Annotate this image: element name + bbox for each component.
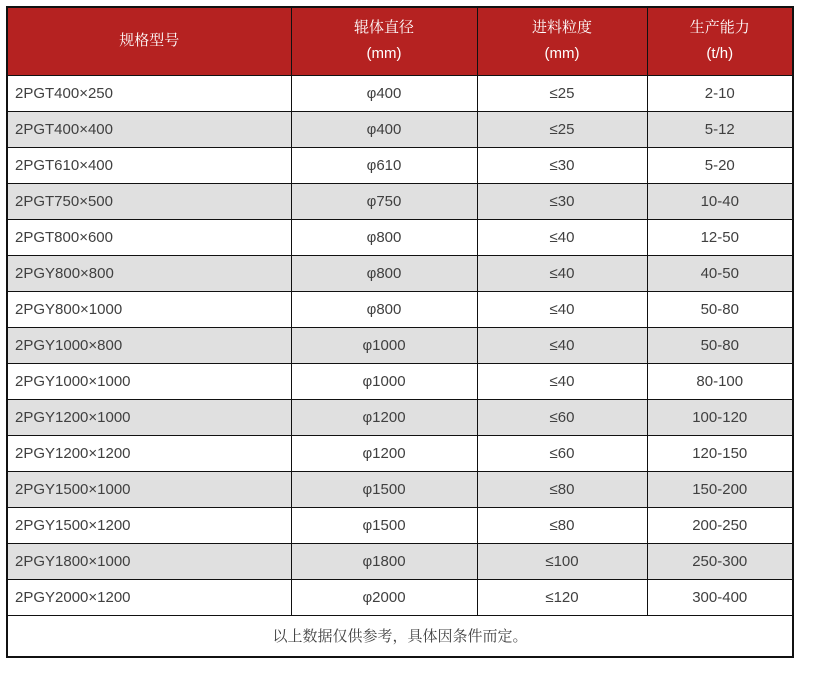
table-row	[7, 471, 793, 507]
table-row	[7, 543, 793, 579]
cell-capacity: 50-80	[647, 291, 793, 327]
cell-roller-diameter: φ1000	[291, 327, 477, 363]
cell-feed-size: ≤40	[477, 327, 647, 363]
cell-model: 2PGT400×400	[7, 111, 291, 147]
cell-roller-diameter: φ1500	[291, 507, 477, 543]
cell-model: 2PGY1800×1000	[7, 543, 291, 579]
cell-model: 2PGY1500×1000	[7, 471, 291, 507]
cell-capacity: 40-50	[647, 255, 793, 291]
cell-model: 2PGY2000×1200	[7, 579, 291, 615]
spec-table	[6, 6, 794, 658]
cell-feed-size: ≤40	[477, 291, 647, 327]
cell-capacity: 200-250	[647, 507, 793, 543]
table-row	[7, 291, 793, 327]
table-row	[7, 183, 793, 219]
cell-roller-diameter: φ1800	[291, 543, 477, 579]
cell-roller-diameter: φ1200	[291, 399, 477, 435]
cell-roller-diameter: φ800	[291, 291, 477, 327]
cell-model: 2PGT400×250	[7, 75, 291, 111]
table-row	[7, 255, 793, 291]
cell-model: 2PGT610×400	[7, 147, 291, 183]
table-row	[7, 219, 793, 255]
cell-model: 2PGY1000×800	[7, 327, 291, 363]
cell-capacity: 2-10	[647, 75, 793, 111]
cell-capacity: 120-150	[647, 435, 793, 471]
cell-capacity: 50-80	[647, 327, 793, 363]
cell-feed-size: ≤25	[477, 75, 647, 111]
cell-roller-diameter: φ400	[291, 75, 477, 111]
cell-feed-size: ≤40	[477, 255, 647, 291]
cell-model: 2PGY1200×1200	[7, 435, 291, 471]
column-header-unit: (mm)	[544, 45, 580, 63]
cell-roller-diameter: φ400	[291, 111, 477, 147]
column-header-label: 生产能力	[689, 19, 750, 37]
column-header-feed-size	[477, 7, 647, 75]
cell-feed-size: ≤30	[477, 183, 647, 219]
cell-capacity: 12-50	[647, 219, 793, 255]
table-row	[7, 579, 793, 615]
table-header	[7, 7, 793, 75]
cell-feed-size: ≤60	[477, 399, 647, 435]
table-body	[7, 75, 793, 615]
column-header-model	[7, 7, 291, 75]
table-row	[7, 363, 793, 399]
cell-capacity: 300-400	[647, 579, 793, 615]
cell-model: 2PGT750×500	[7, 183, 291, 219]
cell-capacity: 10-40	[647, 183, 793, 219]
cell-roller-diameter: φ1000	[291, 363, 477, 399]
cell-roller-diameter: φ610	[291, 147, 477, 183]
cell-roller-diameter: φ2000	[291, 579, 477, 615]
cell-feed-size: ≤80	[477, 471, 647, 507]
cell-roller-diameter: φ800	[291, 255, 477, 291]
cell-model: 2PGY1500×1200	[7, 507, 291, 543]
header-row	[7, 7, 793, 75]
cell-feed-size: ≤100	[477, 543, 647, 579]
column-header-unit: (mm)	[366, 45, 402, 63]
cell-model: 2PGY800×800	[7, 255, 291, 291]
cell-model: 2PGT800×600	[7, 219, 291, 255]
table-row	[7, 111, 793, 147]
cell-feed-size: ≤40	[477, 363, 647, 399]
cell-roller-diameter: φ1200	[291, 435, 477, 471]
cell-capacity: 5-20	[647, 147, 793, 183]
cell-capacity: 250-300	[647, 543, 793, 579]
column-header-capacity	[647, 7, 793, 75]
table-row	[7, 327, 793, 363]
cell-capacity: 80-100	[647, 363, 793, 399]
table-footer	[7, 615, 793, 657]
cell-feed-size: ≤60	[477, 435, 647, 471]
table-row	[7, 435, 793, 471]
table-row	[7, 399, 793, 435]
cell-model: 2PGY800×1000	[7, 291, 291, 327]
footer-note: 以上数据仅供参考，具体因条件而定。	[7, 615, 793, 657]
cell-feed-size: ≤120	[477, 579, 647, 615]
column-header-unit: (t/h)	[706, 45, 734, 63]
column-header-label: 规格型号	[119, 32, 180, 50]
footer-row	[7, 615, 793, 657]
cell-feed-size: ≤80	[477, 507, 647, 543]
cell-feed-size: ≤30	[477, 147, 647, 183]
cell-capacity: 100-120	[647, 399, 793, 435]
cell-roller-diameter: φ750	[291, 183, 477, 219]
table-row	[7, 507, 793, 543]
column-header-roller-diameter	[291, 7, 477, 75]
table-row	[7, 75, 793, 111]
cell-model: 2PGY1000×1000	[7, 363, 291, 399]
cell-roller-diameter: φ800	[291, 219, 477, 255]
column-header-label: 辊体直径	[353, 19, 414, 37]
cell-capacity: 150-200	[647, 471, 793, 507]
cell-feed-size: ≤40	[477, 219, 647, 255]
cell-model: 2PGY1200×1000	[7, 399, 291, 435]
cell-feed-size: ≤25	[477, 111, 647, 147]
column-header-label: 进料粒度	[531, 19, 592, 37]
cell-roller-diameter: φ1500	[291, 471, 477, 507]
table-row	[7, 147, 793, 183]
cell-capacity: 5-12	[647, 111, 793, 147]
